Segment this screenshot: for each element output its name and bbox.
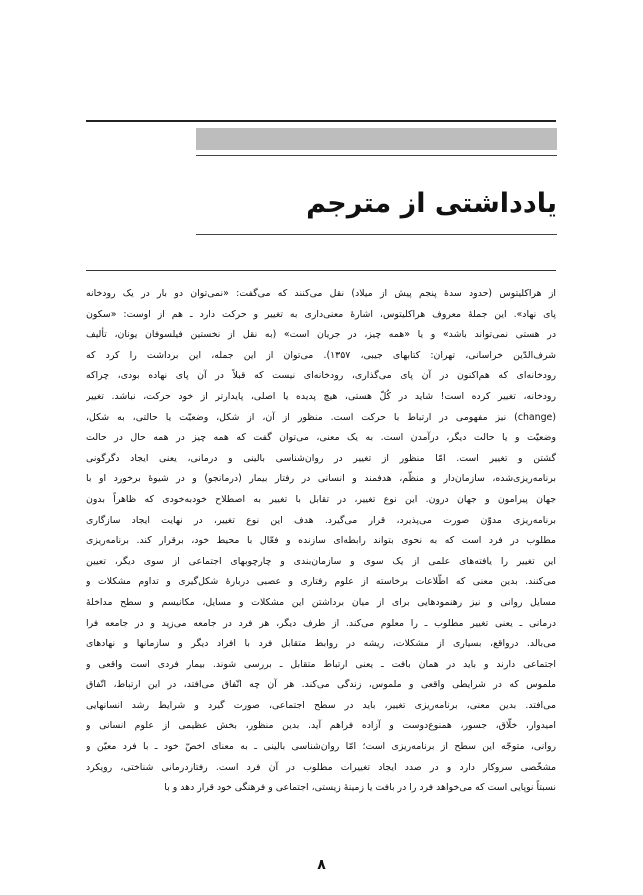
body-top-rule — [86, 270, 556, 271]
header-thin-rule — [196, 155, 557, 156]
chapter-title: یادداشتی از مترجم — [306, 188, 557, 219]
title-underline-rule — [196, 234, 557, 235]
body-line: در هستی نمی‌تواند باشد» و یا «همه چیز، در جریان است» (به نقل از نخستین فیلسوفان یونان، تألیف — [86, 329, 556, 341]
body-line: برنامه‌ریزی مدوّن صورت می‌پذیرد، قرار می‌گیرد. هدف این نوع تغییر، در نهایت ایجاد سازگاری — [86, 514, 556, 526]
body-line: نسبتاً نوپایی است که می‌خواهد فرد را در بافت یا زمینهٔ زیستی، اجتماعی و فرهنگی خود قرار دهد و با — [164, 782, 556, 794]
body-line: روانی، متوجّه این سطح از برنامه‌ریزی است؛ امّا روان‌شناسی بالینی ـ به معنای اخصّ خود ـ با فرد معیّن و — [86, 741, 556, 753]
body-line: مطلوب در فرد است که به نحوی بتواند رابطه‌ای سازنده و فعّال با محیط خود، برقرار کند. برنامه‌ریزی — [86, 535, 556, 547]
body-line: می‌بالد. درواقع، بسیاری از مشکلات، ریشه در روابط متقابل فرد با افراد دیگر و سازمانها و نهادهای — [86, 638, 556, 650]
body-line: مسایل روانی و نیز رهنمودهایی برای از میان برداشتن این مشکلات و مسایل، مکانیسم و سطح مداخلهٔ — [86, 596, 556, 608]
header-top-rule — [86, 120, 556, 122]
body-line: گشتن و تغییر است. امّا منظور از تغییر در روان‌شناسی بالینی و درمانی، یعنی ایجاد دگرگونی — [86, 452, 556, 464]
page-number: ۸ — [317, 857, 326, 873]
body-line: از هراکلیتوس (حدود سدهٔ پنجم پیش از میلاد) نقل می‌کنند که می‌گفت: «نمی‌توان دو بار در یک رودخانه — [86, 288, 556, 299]
body-line: امیدوار، خلّاق، جسور، همنوع‌دوست و آزاده فراهم آید. بدین منظور، بخش عظیمی از علوم انسانی و — [86, 720, 556, 732]
body-line: می‌افتد. بدین معنی، برنامه‌ریزی تغییر، باید در سطح اجتماعی، صورت گیرد و شرایط رشد انسانهایی — [86, 699, 556, 711]
body-line: رودخانه، تغییر کرده است! شاید در کُلّ هستی، هیچ پدیده یا اصلی، پایدارتر از خود حرکت، نباشد. تغییر — [86, 390, 556, 402]
body-line: اجتماعی دارند و باید در همان بافت ـ یعنی ارتباط متقابل ـ بررسی شوند. بیمار فردی است واقعی و — [86, 658, 556, 670]
body-line: پای نهاد». این جملهٔ معروف هراکلیتوس، اشارهٔ معنی‌داری به تغییر و حرکت دارد ـ هم از اوست: «سکون — [86, 308, 556, 320]
header-gray-band — [196, 128, 557, 150]
body-line: (change) نیز مفهومی در ارتباط با حرکت است. منظور از آن، از شکل، وضعیّت یا حالتی، به شکل، — [86, 411, 556, 423]
body-line: شرف‌الدّین خراسانی، تهران: کتابهای جیبی، ۱۳۵۷). می‌توان از این جمله، این برداشت را کرد که — [86, 349, 556, 361]
body-line: ملموس که در شرایطی واقعی و ملموس، زندگی می‌کند. هر آن چه اتّفاق می‌افتد، در این ارتباط، اتّفاق — [86, 679, 556, 691]
body-line: برنامه‌ریزی‌شده، سازمان‌دار و منظّم، هدفمند و انسانی در رفتار بیمار (درمانجو) و در شیوهٔ برخورد او با — [86, 473, 556, 485]
body-line: درمانی ـ یعنی تغییر مطلوب ـ را معلوم می‌کند. از طرف دیگر، هر فرد در جامعه می‌زید و در جامعه فرا — [86, 617, 556, 629]
body-line: جهان پیرامون و جهان درون. این نوع تغییر، در تقابل با تغییر به اصطلاح خودبه‌خودی که ظاهراً بدون — [86, 493, 556, 505]
body-line: مشخّصی سروکار دارد و در صدد ایجاد تغییرات مطلوب در آن فرد است. رفتاردرمانی شناختی، رویکرد — [86, 761, 556, 773]
body-line: می‌کنند. بدین معنی که اطّلاعات برخاسته از علوم رفتاری و عصبی دربارهٔ شکل‌گیری و تداوم مشکلات و — [86, 576, 556, 588]
body-line: رودخانه‌ای که هم‌اکنون در آن پای می‌گذاری، رودخانه‌ای نیست که قبلاً در آن پای نهاده بودی، چراکه — [86, 370, 556, 382]
body-line: وضعیّت و یا حالت دیگر، درآمدن است. به یک معنی، می‌توان گفت که همه چیز در همه حال در حالت — [86, 432, 556, 444]
body-paragraph — [86, 284, 556, 799]
body-line: این تغییر را یافته‌های علمی از یک سوی و سازمان‌بندی و چارچوبهای اجتماعی از سوی دیگر، تعیین — [86, 555, 556, 567]
